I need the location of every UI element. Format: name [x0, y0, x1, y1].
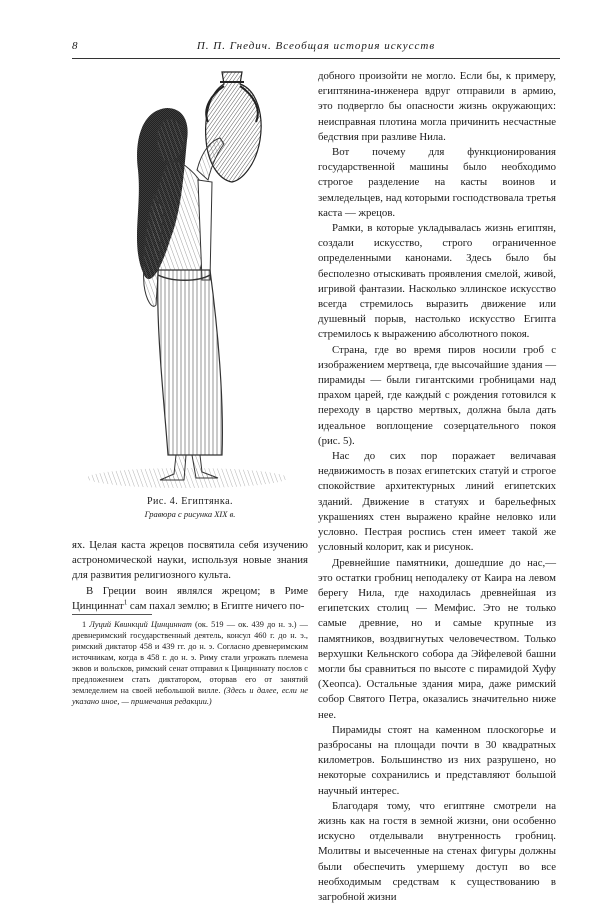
footnote: 1 Луций Квинкций Цинциннат (ок. 519 — ок. 439 до н. э.) — древнеримский государственный деятель, консул 460 г. до н. э., римский диктатор 458 и 439 гг. до н. э. Согласно древнеримским источникам, когда в 458 г. до н. э. Риму стали угрожать племена эквов и вольсков, римский сенат отправил к Цинциннату послов с предложением стать диктатором, оторвав его от занятий земледелием на своей небольшой вилле. (Здесь и далее, если не указано иное, — примечания редакции.): [72, 620, 308, 706]
right-column: [318, 69, 556, 905]
figure-caption: [72, 496, 308, 519]
caption-title: Рис. 4. Египтянка.: [146, 496, 234, 507]
footnote-ref: 1: [123, 598, 128, 607]
running-title: П. П. Гнедич. Всеобщая история искусств: [196, 40, 436, 52]
ground-shadow: [87, 468, 287, 488]
egyptian-woman-engraving: [72, 70, 308, 495]
right-paragraph-2: Вот почему для функционирования государственной машины было необходимо строгое разделение на касты воинов и земледельцев, над которыми господствовала третья каста — жрецов.: [318, 146, 556, 219]
left-paragraph-2: В Греции воин являлся жрецом; в Риме Цинциннат$^1$ сам пахал землю; в Египте ничего по-: [72, 584, 308, 612]
skirt: [158, 270, 223, 455]
page-number: 8: [72, 40, 78, 52]
right-paragraph-5: Нас до сих пор поражает величавая недвижимость в позах египетских статуй и строгое спокойствие архитектурных линий египетских зданий. Движение в статуях и барельефных украшениях стен выражено крайне неловко или условно. Пестрая роспись стен имеет такой же условный колорит, как и рисунок.: [318, 450, 556, 554]
right-paragraph-6: Древнейшие памятники, дошедшие до нас,— это остатки гробниц неподалеку от Каира на левом берегу Нила, где находилась древнейшая из египетских столиц — Мемфис. Это не только самые древние, но и самые крупные из памятников, воздвигнутых человечеством. Только верхушки Кельнского собора да Эйфелевой башни могли бы сравниться по высоте с пирамидой Хуфу (Хеопса). Остальные здания мира, даже римский собор Святого Петра, оказались значительно ниже нее.: [318, 556, 556, 721]
left-column: [72, 538, 308, 614]
footnote-name: Луций Квинкций Цинциннат: [89, 620, 192, 629]
running-header: [72, 40, 560, 59]
caption-credit: Гравюра с рисунка XIX в.: [144, 509, 236, 519]
right-paragraph-8: Благодаря тому, что египтяне смотрели на жизнь как на гостя в земной жизни, они особенно искусно отделывали внутренность гробниц. Молитвы и высеченные на стенах фигуры должны были обеспечить умершему доступ во все необходимым средствам к существованию в загробной жизни: [318, 799, 556, 903]
right-paragraph-4: Страна, где во время пиров носили гроб с изображением мертвеца, где высочайшие здания — пирамиды — были гигантскими гробницами над прахом царей, где каждый с рождения готовился к переходу в царство мертвых, должна была дать идеальное воплощение созерцательного покоя (рис. 5).: [318, 343, 556, 447]
right-paragraph-7: Пирамиды стоят на каменном плоскогорье и разбросаны на площади почти в 30 квадратных километров. Большинство из них разрушено, но некоторые сохранились и представляют большой научный интерес.: [318, 723, 556, 797]
footnote-rule: [72, 614, 152, 615]
left-paragraph-1: ях. Целая каста жрецов посвятила себя изучению астрономической науки, используя новые знания для развития религиозного культа.: [72, 539, 308, 582]
editor-note: (Здесь и далее, если не указано иное, — примечания редакции.): [72, 686, 308, 706]
right-paragraph-3: Рамки, в которые укладывалась жизнь египтян, создали искусство, строго ограниченное определенными канонами. Здесь было бы бесполезно отыскивать проявления смелой, живой, игривой фантазии. Насколько эллинское искусство всегда стремилось выразить движение или душевный порыв, настолько искусство Египта стремилось к выражению абсолютного покоя.: [318, 222, 556, 341]
right-paragraph-1: добного произойти не могло. Если бы, к примеру, египтянина-инженера вдруг отправили в армию, это подвергло бы опасности жизнь окружающих: неисправная плотина могла причинить несчастные бедствия при разливе Нила.: [318, 70, 556, 143]
